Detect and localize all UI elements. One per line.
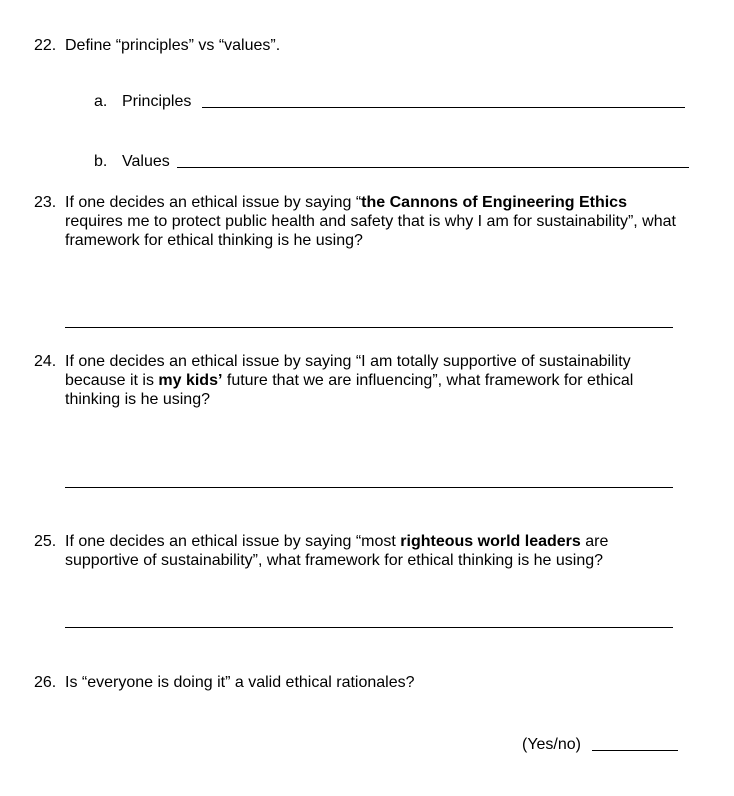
question-24-number: 24.	[34, 353, 57, 370]
question-22-number: 22.	[34, 37, 57, 54]
question-24-emphasis: my kids’	[158, 372, 223, 389]
question-22	[0, 0, 734, 180]
question-24-text	[65, 352, 687, 409]
question-22b-label: Values	[122, 153, 170, 170]
yes-no-label: (Yes/no)	[522, 736, 581, 753]
question-24-text-part2: future that we are influencing”, what framework for ethical thinking is he using?	[65, 372, 634, 408]
question-22a-marker: a.	[94, 93, 108, 110]
question-22a-label: Principles	[122, 93, 192, 110]
principles-answer-line[interactable]	[202, 107, 685, 108]
question-22-text: Define “principles” vs “values”.	[65, 37, 281, 54]
question-26-text: Is “everyone is doing it” a valid ethical rationales?	[65, 674, 415, 691]
question-25-answer-line[interactable]	[65, 627, 673, 628]
question-26-number: 26.	[34, 674, 57, 691]
yes-no-answer-line[interactable]	[592, 750, 678, 751]
question-24-text-part1: If one decides an ethical issue by saying “I am totally supportive of sustainability because it is	[65, 353, 631, 389]
values-answer-line[interactable]	[177, 167, 689, 168]
question-25-text-part1: If one decides an ethical issue by saying “most	[65, 533, 401, 550]
question-24-answer-line[interactable]	[65, 487, 673, 488]
question-25-number: 25.	[34, 533, 57, 550]
question-22b-marker: b.	[94, 153, 108, 170]
question-25-text-part2: are supportive of sustainability”, what framework for ethical thinking is he using?	[65, 533, 609, 569]
question-25-emphasis: righteous world leaders	[400, 533, 581, 550]
question-23-text-part2: requires me to protect public health and safety that is why I am for sustainability”, what framework for ethical thinking is he using?	[65, 213, 676, 249]
question-23-number: 23.	[34, 194, 57, 211]
question-23-emphasis: the Cannons of Engineering Ethics	[361, 194, 627, 211]
question-23-text	[65, 193, 685, 250]
question-23-text-part1: If one decides an ethical issue by saying “	[65, 194, 362, 211]
question-23-answer-line[interactable]	[65, 327, 673, 328]
question-25-text	[65, 532, 677, 570]
